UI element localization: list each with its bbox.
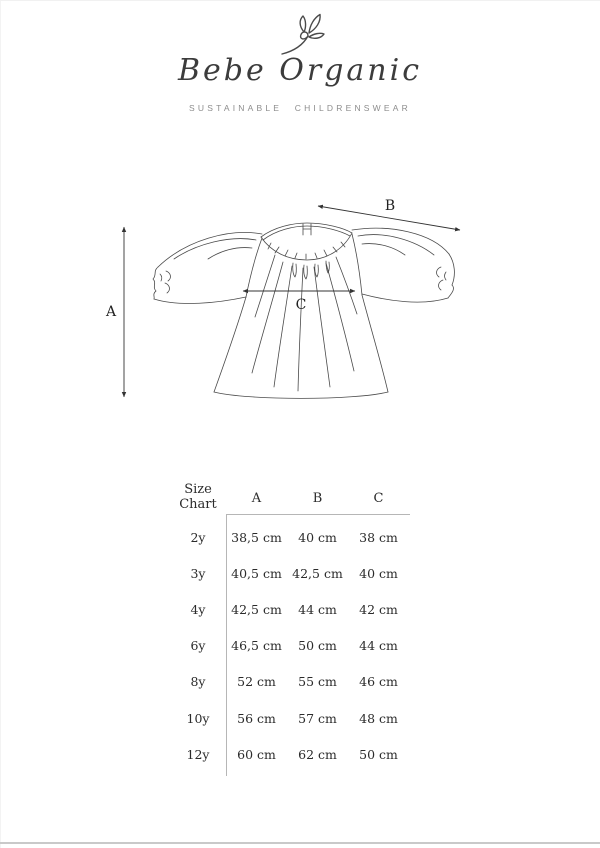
size-cell: 2y (190, 529, 206, 545)
measurement-cell-a: 46,5 cm (231, 638, 282, 654)
table-row (170, 591, 410, 627)
measurement-cell-c: 42 cm (359, 601, 398, 617)
measurement-arrow-a (105, 227, 124, 397)
measurement-cell-b: 40 cm (298, 529, 337, 545)
column-header-a: A (251, 490, 262, 506)
brand-title: Bebe Organic (177, 53, 423, 88)
size-cell: 12y (186, 746, 210, 762)
measurement-cell-a: 56 cm (237, 710, 276, 726)
measurement-cell-b: 57 cm (298, 710, 337, 726)
measurement-cell-c: 44 cm (359, 638, 398, 654)
measurement-cell-b: 44 cm (298, 601, 337, 617)
brand-tagline: SUSTAINABLE CHILDRENSWEAR (189, 103, 411, 113)
dimension-label-c: C (295, 297, 307, 313)
measurement-cell-b: 62 cm (298, 746, 337, 762)
measurement-arrow-b (318, 198, 460, 230)
header-divider (226, 514, 410, 515)
table-row (170, 736, 410, 772)
measurement-cell-c: 48 cm (359, 710, 398, 726)
table-row (170, 519, 410, 555)
measurement-cell-a: 38,5 cm (231, 529, 282, 545)
size-cell: 10y (186, 710, 210, 726)
size-cell: 6y (190, 638, 206, 654)
table-title: Size Chart (179, 482, 217, 512)
page-edge-shadow (0, 842, 600, 844)
measurement-cell-c: 46 cm (359, 674, 398, 690)
measurement-cell-a: 52 cm (237, 674, 276, 690)
garment-measurement-diagram (0, 186, 600, 416)
measurement-cell-c: 38 cm (359, 529, 398, 545)
measurement-cell-c: 50 cm (359, 746, 398, 762)
size-cell: 4y (190, 601, 206, 617)
size-chart-table (170, 482, 410, 772)
table-row (170, 664, 410, 700)
measurement-cell-c: 40 cm (359, 565, 398, 581)
table-row (170, 700, 410, 736)
dimension-label-b: B (384, 198, 396, 214)
measurement-cell-a: 40,5 cm (231, 565, 282, 581)
measurement-cell-a: 60 cm (237, 746, 276, 762)
column-divider (226, 514, 227, 776)
table-body (170, 514, 410, 772)
table-header-row (170, 482, 410, 514)
dimension-label-a: A (105, 304, 117, 320)
table-row (170, 555, 410, 591)
size-cell: 8y (190, 674, 206, 690)
measurement-cell-b: 50 cm (298, 638, 337, 654)
measurement-cell-b: 42,5 cm (292, 565, 343, 581)
column-header-b: B (312, 490, 323, 506)
page-edge (0, 1, 1, 848)
measurement-cell-b: 55 cm (298, 674, 337, 690)
column-header-c: C (373, 490, 384, 506)
measurement-cell-a: 42,5 cm (231, 601, 282, 617)
leaf-sprig-icon (0, 1, 600, 61)
size-cell: 3y (190, 565, 206, 581)
table-row (170, 628, 410, 664)
